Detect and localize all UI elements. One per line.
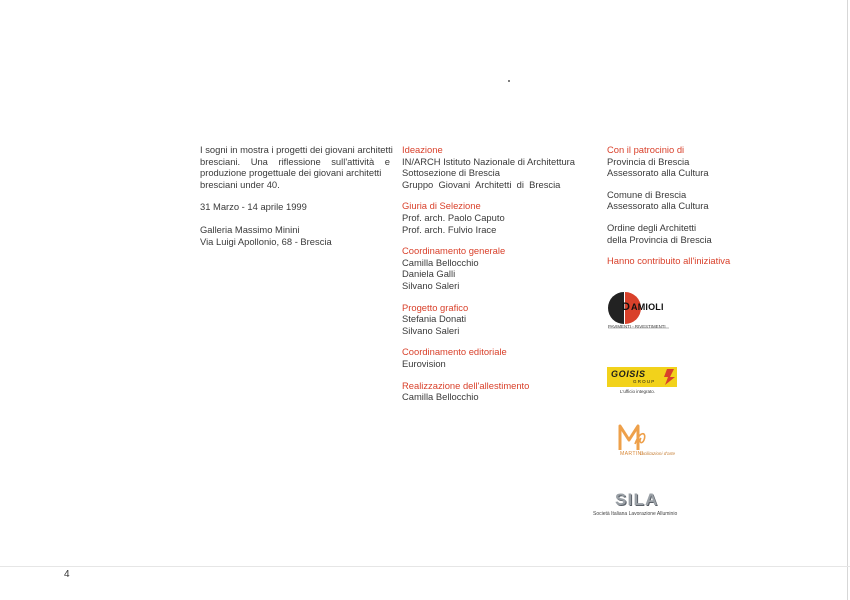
provincia-line-2: Assessorato alla Cultura <box>607 167 709 179</box>
editoriale-line-1: Eurovision <box>402 357 446 369</box>
credits-column <box>402 144 602 403</box>
goisis-tagline: L'ufficio integrato. <box>620 389 656 394</box>
damioli-letter: D <box>622 301 630 313</box>
provincia-line-1: Provincia di Brescia <box>607 155 690 167</box>
ordine-line-1: Ordine degli Architetti <box>607 221 697 233</box>
page-number: 4 <box>64 569 70 580</box>
footer-rule <box>0 566 850 567</box>
intro-line-1: I sogni in mostra i progetti dei giovani architetti <box>200 144 393 155</box>
giuria-line-2: Prof. arch. Fulvio Irace <box>402 223 497 235</box>
damioli-tagline: PAVIMENTI - RIVESTIMENTI <box>608 324 666 329</box>
intro-line-3: produzione progettuale dei giovani architetti <box>200 167 382 179</box>
ideazione-line-3: Gruppo Giovani Architetti di Brescia <box>402 178 561 190</box>
intro-column <box>200 144 393 247</box>
ideazione-heading: Ideazione <box>402 144 443 155</box>
giuria-line-1: Prof. arch. Paolo Caputo <box>402 211 505 223</box>
goisis-name: GOISIS <box>611 369 646 379</box>
martini-script: facilitazioni d'arte <box>640 451 676 456</box>
venue-address: Via Luigi Apollonio, 68 - Brescia <box>200 235 332 247</box>
goisis-logo <box>607 366 679 398</box>
ideazione-line-2: Sottosezione di Brescia <box>402 167 500 179</box>
grafica-line-2: Silvano Saleri <box>402 324 460 336</box>
coordinamento-line-2: Daniela Galli <box>402 268 456 280</box>
intro-line-4: bresciani under 40. <box>200 178 280 190</box>
editoriale-heading: Coordinamento editoriale <box>402 346 507 358</box>
martini-logo <box>607 420 687 462</box>
sila-tagline: Società Italiana Lavorazione Alluminio <box>593 511 678 517</box>
allestimento-heading: Realizzazione dell'allestimento <box>402 379 530 391</box>
intro-line-2: bresciani. Una riflessione sull'attività e <box>200 155 390 167</box>
giuria-heading: Giuria di Selezione <box>402 200 481 212</box>
comune-line-2: Assessorato alla Cultura <box>607 200 709 212</box>
venue-name: Galleria Massimo Minini <box>200 223 300 235</box>
goisis-sub: GROUP <box>633 379 656 384</box>
martini-name: MARTINI <box>620 451 644 457</box>
coordinamento-line-1: Camilla Bellocchio <box>402 256 479 268</box>
sila-logo <box>592 492 702 522</box>
sila-name: SILA <box>615 490 659 509</box>
speck <box>508 80 510 82</box>
grafica-heading: Progetto grafico <box>402 301 469 313</box>
comune-line-1: Comune di Brescia <box>607 188 687 200</box>
ordine-line-2: della Provincia di Brescia <box>607 233 712 245</box>
exhibition-dates: 31 Marzo - 14 aprile 1999 <box>200 201 307 213</box>
contributors-heading: Hanno contribuito all'iniziativa <box>607 255 731 267</box>
coordinamento-heading: Coordinamento generale <box>402 245 506 257</box>
damioli-logo <box>607 290 677 340</box>
page-fold-edge <box>847 0 848 600</box>
grafica-line-1: Stefania Donati <box>402 313 467 325</box>
coordinamento-line-3: Silvano Saleri <box>402 279 460 291</box>
patronage-column <box>607 144 807 267</box>
damioli-name: AMIOLI <box>631 302 664 312</box>
ideazione-line-1: IN/ARCH Istituto Nazionale di Architettura <box>402 155 575 167</box>
patronage-heading: Con il patrocinio di <box>607 144 685 155</box>
allestimento-line-1: Camilla Bellocchio <box>402 391 479 403</box>
